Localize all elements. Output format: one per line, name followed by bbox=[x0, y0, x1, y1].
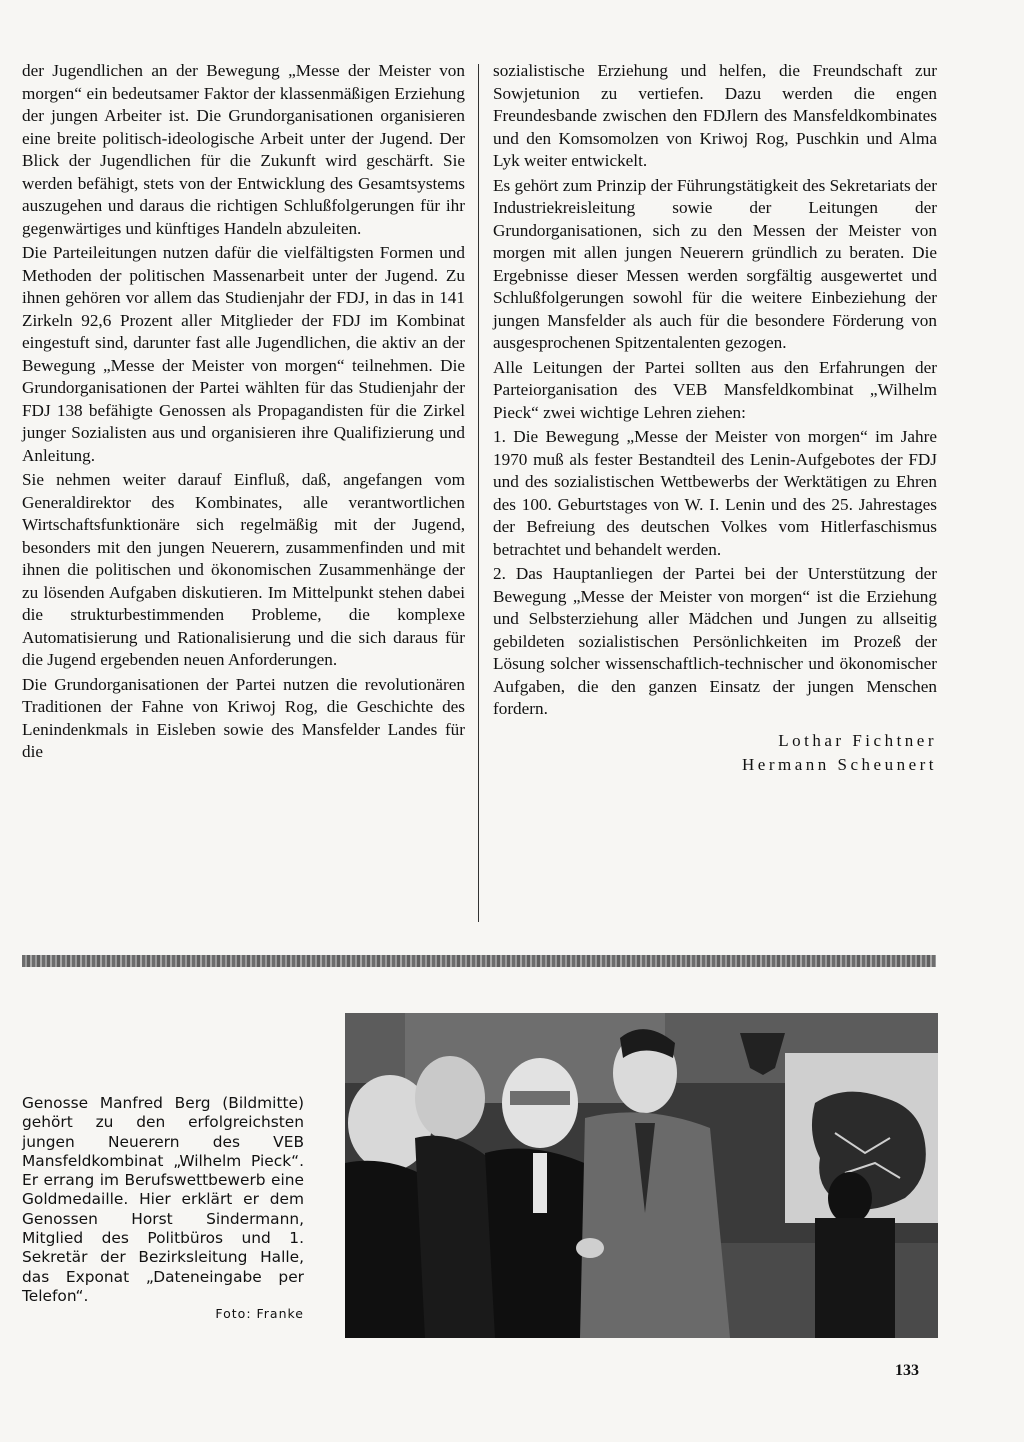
lesson-item-1: 1. Die Bewegung „Messe der Meister von morgen“ im Jahre 1970 muß als fester Bestandteil des Lenin-Aufgebotes der FDJ und des sozialistischen Wettbewerbs der Werktätigen zu Ehren des 100. Geburtstages von W. I. Lenin und des 25. Jahrestages der Befreiung des deutschen Volkes vom Hitlerfaschismus betrachtet und behandelt werden. bbox=[493, 427, 937, 559]
photo-caption bbox=[22, 1094, 304, 1306]
right-paragraph-2: Es gehört zum Prinzip der Führungstätigkeit des Sekretariats der Industriekreisleitung sowie der Leitungen der Grundorganisationen, sich zu den Messen der Meister von morgen mit allen jungen Neuerern gründlich zu beraten. Die Ergebnisse dieser Messen werden sorgfältig ausgewertet und Schlußfolgerungen sowohl für die weitere Einbeziehung der jungen Mansfelder als auch für die besondere Förderung von ausgesprochenen Spitzentalenten gezogen. bbox=[493, 175, 937, 352]
article-column-right bbox=[493, 60, 937, 777]
page-number: 133 bbox=[895, 1362, 919, 1379]
section-separator-band bbox=[22, 955, 936, 967]
left-paragraph-3: Sie nehmen weiter darauf Einfluß, daß, angefangen vom Generaldirektor des Kombinates, alle verantwortlichen Wirtschaftsfunktionäre sich regelmäßig mit der Jugend, besonders mit den jungen Neuerern, zusammenfinden und mit ihnen die politischen und ökonomischen Zusammenhänge der zu lösenden Aufgaben diskutieren. Im Mittelpunkt stehen dabei die strukturbestimmenden Probleme, die komplexe Automatisierung und Rationalisierung und die sich daraus für die Jugend ergebenden neuen Anforderungen. bbox=[22, 470, 465, 669]
news-photograph bbox=[345, 1013, 938, 1338]
column-divider bbox=[478, 64, 479, 922]
lesson-item-2: 2. Das Hauptanliegen der Partei bei der Unterstützung der Bewegung „Messe der Meister von morgen“ ist die Erziehung und Selbsterziehung aller Mädchen und Jungen zu allseitig gebildeten sozialistischen Persönlichkeiten im Prozeß der Lösung solcher wissenschaftlich-technischer und ökonomischer Aufgaben, die den ganzen Einsatz der jungen Menschen fordern. bbox=[493, 564, 937, 718]
photo-illustration bbox=[345, 1013, 938, 1338]
article-column-left bbox=[22, 60, 465, 766]
caption-text: Genosse Manfred Berg (Bildmitte) gehört zu den erfolgreichsten jungen Neuerern des VEB Mansfeldkombinat „Wilhelm Pieck“. Er errang im Berufswettbewerb eine Goldmedaille. Hier erklärt er dem Genossen Horst Sindermann, Mitglied des Politbüros und 1. Sekretär der Bezirksleitung Halle, das Exponat „Dateneingabe per Telefon“. bbox=[22, 1094, 304, 1305]
left-paragraph-2: Die Parteileitungen nutzen dafür die vielfältigsten Formen und Methoden der politischen Massenarbeit unter der Jugend. Zu ihnen gehören vor allem das Studienjahr der FDJ, in das in 141 Zirkeln 92,6 Prozent aller Mitglieder der FDJ im Kombinat eingestuft sind, darunter fast alle Jugendlichen, die aktiv an der Bewegung „Messe der Meister von morgen“ teilnehmen. Die Grundorganisationen der Partei wählten für das Studienjahr der FDJ 138 befähigte Genossen als Propagandisten für die Zirkel junger Sozialisten aus und organisieren ihre Qualifizierung und Anleitung. bbox=[22, 243, 465, 465]
right-paragraph-1: sozialistische Erziehung und helfen, die Freundschaft zur Sowjetunion zu vertiefen. Dazu werden die engen Freundesbande zwischen den FDJlern des Mansfeldkombinates und den Komsomolzen von Kriwoj Rog, Puschkin und Alma Lyk weiter entwickelt. bbox=[493, 61, 937, 170]
left-paragraph-4: Die Grundorganisationen der Partei nutzen die revolutionären Traditionen der Fahne von Kriwoj Rog, die Geschichte des Lenindenkmals in Eisleben sowie des Mansfelder Landes für die bbox=[22, 674, 465, 761]
author-name-2: Hermann Scheunert bbox=[742, 754, 937, 774]
author-name-1: Lothar Fichtner bbox=[778, 730, 937, 750]
right-paragraph-3: Alle Leitungen der Partei sollten aus den Erfahrungen der Parteiorganisation des VEB Mansfeldkombinat „Wilhelm Pieck“ zwei wichtige Lehren ziehen: bbox=[493, 357, 937, 422]
photo-credit: Foto: Franke bbox=[215, 1306, 304, 1321]
left-paragraph-1: der Jugendlichen an der Bewegung „Messe der Meister von morgen“ ein bedeutsamer Faktor der klassenmäßigen Erziehung der jungen Arbeiter ist. Die Grundorganisationen organisieren eine breite politisch-ideologische Arbeit unter der Jugend. Der Blick der Jugendlichen für die Zukunft wird geschärft. Sie werden befähigt, stets von der Entwicklung des Gesamtsystems auszugehen und daraus die richtigen Schlußfolgerungen für ihr gegenwärtiges und künftiges Handeln abzuleiten. bbox=[22, 61, 465, 238]
